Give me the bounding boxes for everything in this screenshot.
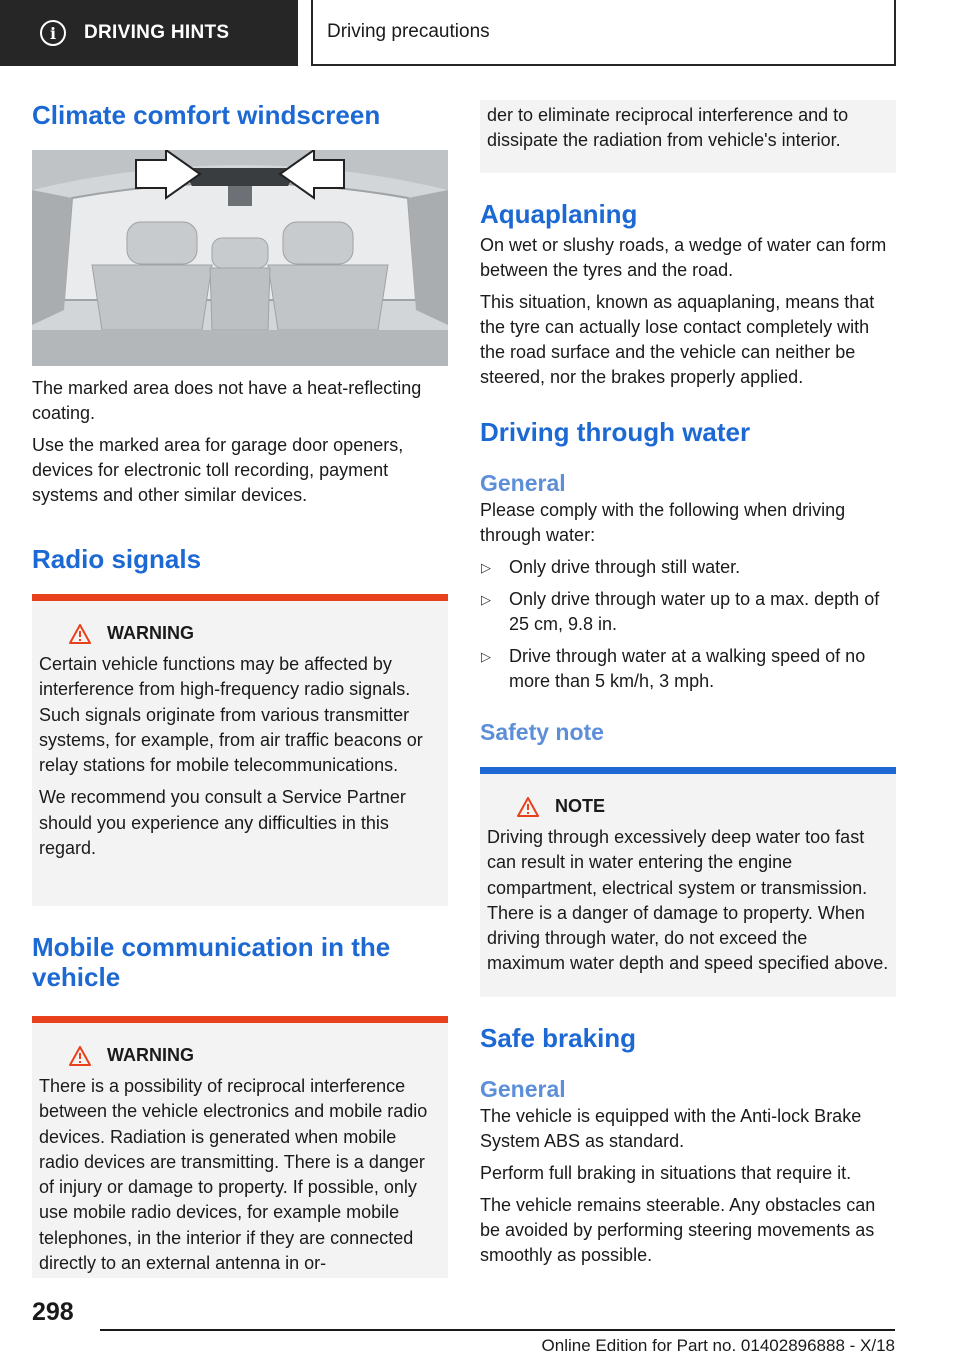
list-item: ▷ Only drive through still water.: [480, 555, 896, 580]
chapter-title: Driving precautions: [327, 21, 490, 42]
warning-icon: [69, 624, 91, 644]
heading-safe-braking: Safe braking: [480, 1023, 637, 1053]
heading-climate-comfort: Climate comfort windscreen: [32, 100, 381, 130]
subheading-safety-note: Safety note: [480, 719, 604, 745]
chapter-tab: [311, 0, 896, 66]
footer-divider: [100, 1329, 895, 1331]
water-bullet-list: [480, 555, 896, 694]
left-column: [32, 100, 448, 1278]
windscreen-illustration: [32, 150, 448, 366]
windscreen-photo: [32, 150, 448, 366]
note-text: Driving through excessively deep water too fast can result in water entering the engine compartment, electrical system or transmission. There is a danger of damage to property. When driving through water, do not exceed the maximum water depth and speed specified above.: [487, 827, 889, 974]
braking-paragraph-3: The vehicle remains steerable. Any obstacles can be avoided by performing steering movements as smoothly as possible.: [480, 1195, 876, 1265]
braking-paragraph-2: Perform full braking in situations that require it.: [480, 1163, 852, 1183]
section-tab: [0, 0, 298, 66]
right-column: [480, 100, 896, 1268]
warning-icon: [517, 797, 539, 817]
page-header: [0, 0, 960, 66]
triangle-bullet-icon: ▷: [481, 592, 491, 607]
note-box: [480, 767, 896, 997]
subheading-general-water: General: [480, 470, 566, 496]
triangle-bullet-icon: ▷: [481, 649, 491, 664]
warning-label: WARNING: [107, 1045, 194, 1065]
warning-label: WARNING: [107, 623, 194, 643]
list-item: ▷ Drive through water at a walking speed of no more than 5 km/h, 3 mph.: [481, 646, 866, 691]
note-title: [487, 796, 889, 817]
footer-edition: Online Edition for Part no. 01402896888 - X/18: [541, 1336, 895, 1355]
heading-aquaplaning: Aquaplaning: [480, 199, 638, 229]
aquaplaning-paragraph-1: On wet or slushy roads, a wedge of water can form between the tyres and the road.: [480, 235, 887, 280]
climate-paragraph-2: Use the marked area for garage door openers, devices for electronic toll recording, payment systems and other similar devices.: [32, 435, 404, 505]
radio-warning-title: [39, 623, 441, 644]
mobile-warning-text: There is a possibility of reciprocal interference between the vehicle electronics and mobile radio devices. Radiation is generated when mobile radio devices are transmitting. There is a danger of injury or damage to property. If possible, only use mobile radio devices, for example mobile telephones, in the interior if they are connected directly to an external antenna in or-: [39, 1076, 428, 1274]
water-intro: Please comply with the following when driving through water:: [480, 500, 846, 545]
aquaplaning-paragraph-2: This situation, known as aquaplaning, means that the tyre can actually lose contact completely with the road surface and the vehicle can neither be steered, nor the brakes properly applied.: [480, 292, 875, 387]
heading-driving-through-water: Driving through water: [480, 417, 751, 447]
radio-warning-text-1: Certain vehicle functions may be affected by interference from high-frequency radio signals. Such signals originate from various transmitter systems, for example, from air traffic beacons or relay stations for mobile telecommunications.: [39, 654, 423, 776]
list-item: ▷ Only drive through water up to a max. depth of 25 cm, 9.8 in.: [481, 589, 880, 634]
note-label: NOTE: [555, 796, 606, 816]
subheading-general-braking: General: [480, 1076, 566, 1102]
heading-mobile-communication: Mobile communication in the vehicle: [32, 932, 391, 992]
warning-icon: [69, 1046, 91, 1066]
triangle-bullet-icon: ▷: [481, 560, 491, 575]
radio-warning-box: [32, 594, 448, 906]
mobile-warning-title: [39, 1045, 441, 1066]
mobile-warning-box: [32, 1016, 448, 1278]
continued-warning-box: [480, 100, 896, 173]
braking-paragraph-1: The vehicle is equipped with the Anti-lock Brake System ABS as standard.: [480, 1106, 862, 1151]
page-number: 298: [32, 1298, 74, 1326]
continued-warning-text: der to eliminate reciprocal interference and to dissipate the radiation from vehicle's interior.: [487, 105, 849, 150]
heading-radio-signals: Radio signals: [32, 544, 202, 574]
radio-warning-text-2: We recommend you consult a Service Partner should you experience any difficulties in this regard.: [39, 787, 406, 859]
info-icon: i: [40, 20, 66, 46]
section-title: DRIVING HINTS: [84, 22, 230, 43]
climate-paragraph-1: The marked area does not have a heat-reflecting coating.: [32, 378, 422, 423]
